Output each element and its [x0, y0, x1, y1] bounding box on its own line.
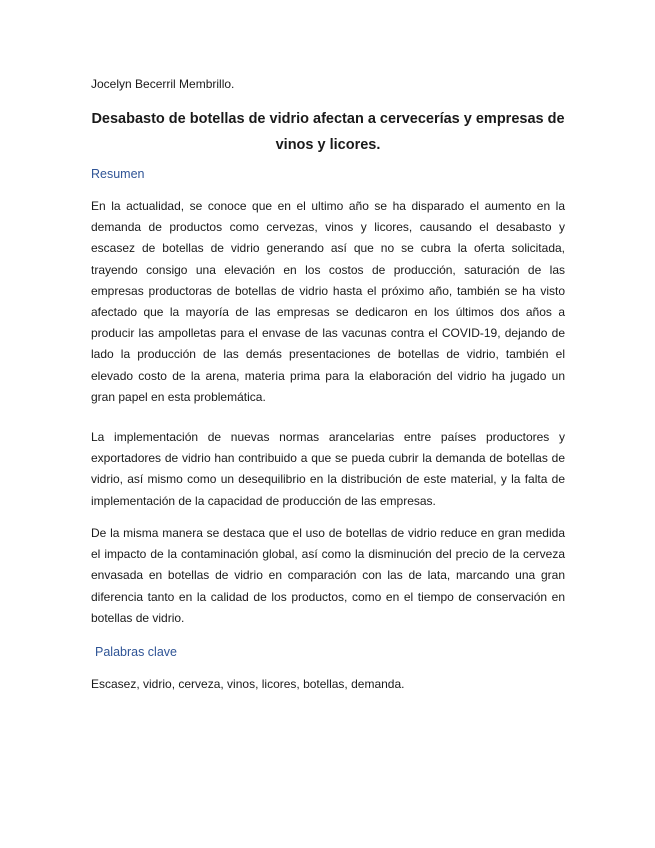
author-name: Jocelyn Becerril Membrillo.	[91, 77, 235, 91]
abstract-paragraph-3: De la misma manera se destaca que el uso de botellas de vidrio reduce en gran medida el impacto de la contaminación global, así como la disminución del precio de la cerveza envasada en botellas de vidrio en comparación con las de lata, marcando una gran diferencia tanto en la calidad de los productos, como en el tiempo de conservación en botellas de vidrio.	[91, 526, 565, 625]
abstract-heading: Resumen	[91, 167, 145, 181]
abstract-paragraph-1: En la actualidad, se conoce que en el ultimo año se ha disparado el aumento en la demanda de productos como cervezas, vinos y licores, causando el desabasto y escasez de botellas de vidrio generando así que no se cubra la oferta solicitada, trayendo consigo una elevación en los costos de producción, saturación de las empresas productoras de botellas de vidrio hasta el próximo año, también se ha visto afectado que la mayoría de las empresas se dedicaron en los últimos dos años a producir las ampolletas para el envase de las vacunas contra el COVID-19, dejando de lado la producción de las demás presentaciones de botellas de vidrio, también el elevado costo de la arena, materia prima para la elaboración del vidrio ha jugado un gran papel en esta problemática.	[91, 199, 565, 404]
keywords-heading: Palabras clave	[95, 645, 177, 659]
abstract-paragraph-2: La implementación de nuevas normas arancelarias entre países productores y exportadores de vidrio han contribuido a que se pueda cubrir la demanda de botellas de vidrio, así mismo como un desequilibrio en la distribución de este material, y la falta de implementación de la capacidad de producción de las empresas.	[91, 430, 565, 508]
keywords-list: Escasez, vidrio, cerveza, vinos, licores, botellas, demanda.	[91, 677, 405, 691]
document-title: Desabasto de botellas de vidrio afectan a cervecerías y empresas de vinos y licores.	[91, 111, 565, 153]
